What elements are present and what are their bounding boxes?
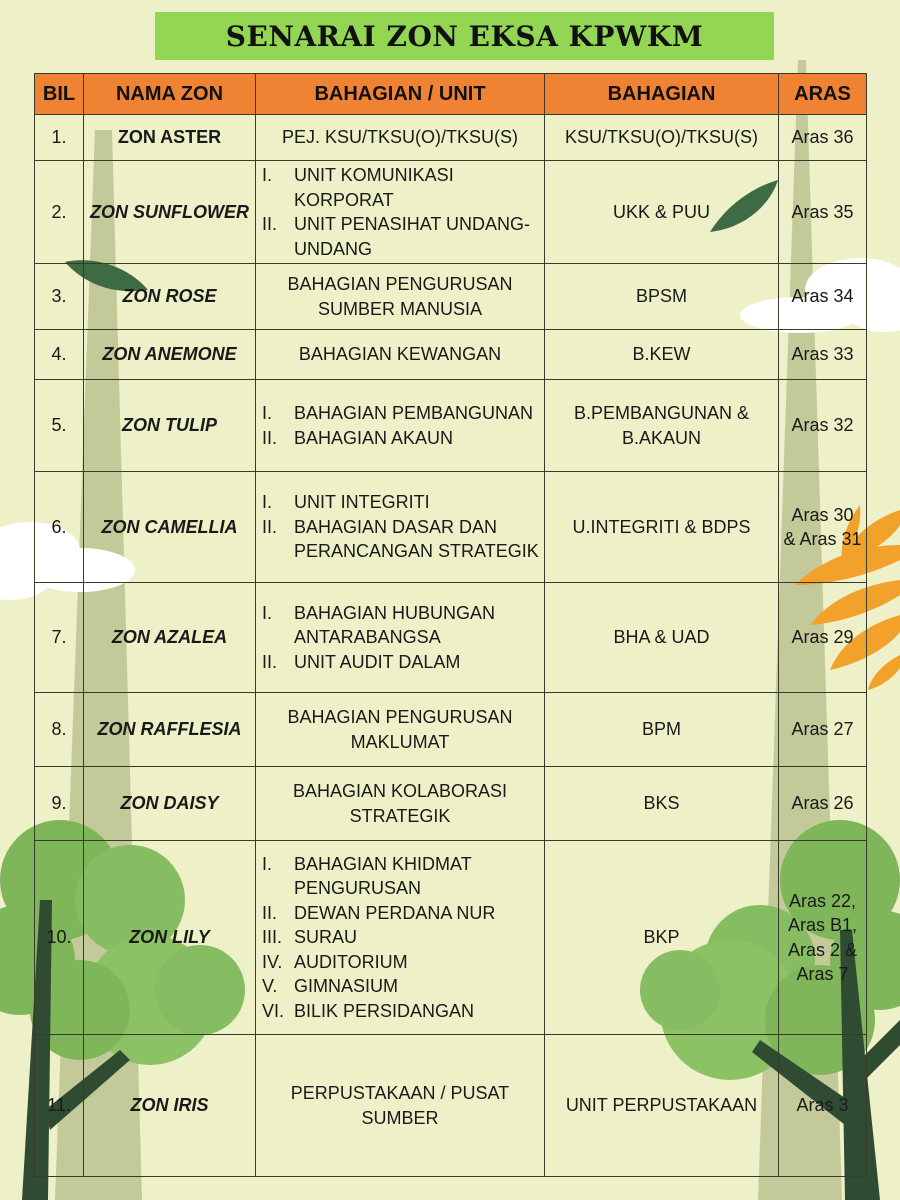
cell-zone-name: ZON AZALEA xyxy=(84,583,256,693)
cell-bahagian: B.KEW xyxy=(545,330,779,380)
cell-bil: 1. xyxy=(35,115,84,161)
unit-list-item: I. BAHAGIAN PEMBANGUNAN xyxy=(262,403,534,423)
unit-list-item: I. UNIT INTEGRITI xyxy=(262,492,430,513)
unit-list-item: I. BAHAGIAN KHIDMAT PENGURUSAN xyxy=(262,853,472,899)
cell-unit xyxy=(256,583,545,693)
table-row xyxy=(35,380,867,472)
cell-zone-name: ZON TULIP xyxy=(84,380,256,472)
cell-aras: Aras 34 xyxy=(779,264,867,330)
cell-aras: Aras 29 xyxy=(779,583,867,693)
cell-unit: BAHAGIAN KEWANGAN xyxy=(256,330,545,380)
header-bahagian: BAHAGIAN xyxy=(545,74,779,115)
page-title: SENARAI ZON EKSA KPWKM xyxy=(225,19,704,53)
cell-zone-name: ZON SUNFLOWER xyxy=(84,161,256,264)
unit-list-item: I. UNIT KOMUNIKASI KORPORAT xyxy=(262,165,454,210)
cell-bil: 5. xyxy=(35,380,84,472)
table-row xyxy=(35,161,867,264)
cell-bahagian: BHA & UAD xyxy=(545,583,779,693)
cell-bil: 11. xyxy=(35,1035,84,1177)
header-aras: ARAS xyxy=(779,74,867,115)
cell-unit: BAHAGIAN PENGURUSAN MAKLUMAT xyxy=(256,693,545,767)
unit-list-item: I. BAHAGIAN HUBUNGAN ANTARABANGSA xyxy=(262,602,496,648)
cell-unit: PERPUSTAKAAN / PUSAT SUMBER xyxy=(256,1035,545,1177)
unit-list-item: III. SURAU xyxy=(262,927,358,948)
header-bahagian-unit: BAHAGIAN / UNIT xyxy=(256,74,545,115)
cell-aras: Aras 36 xyxy=(779,115,867,161)
cell-bil: 7. xyxy=(35,583,84,693)
table-row xyxy=(35,1035,867,1177)
unit-list-item: IV. AUDITORIUM xyxy=(262,951,408,972)
cell-unit xyxy=(256,841,545,1035)
cell-zone-name: ZON ROSE xyxy=(84,264,256,330)
unit-list-item: II. DEWAN PERDANA NUR xyxy=(262,902,496,923)
cell-aras: Aras 27 xyxy=(779,693,867,767)
cell-zone-name: ZON ASTER xyxy=(84,115,256,161)
title-banner xyxy=(155,12,774,60)
cell-zone-name: ZON IRIS xyxy=(84,1035,256,1177)
cell-zone-name: ZON CAMELLIA xyxy=(84,472,256,583)
cell-aras: Aras 35 xyxy=(779,161,867,264)
cell-bahagian: U.INTEGRITI & BDPS xyxy=(545,472,779,583)
cell-unit: BAHAGIAN KOLABORASI STRATEGIK xyxy=(256,767,545,841)
cell-bahagian: UKK & PUU xyxy=(545,161,779,264)
cell-bahagian: BPM xyxy=(545,693,779,767)
table-row xyxy=(35,330,867,380)
unit-list-item: II. BAHAGIAN AKAUN xyxy=(262,427,454,448)
table-row xyxy=(35,264,867,330)
cell-aras: Aras 26 xyxy=(779,767,867,841)
cell-bil: 4. xyxy=(35,330,84,380)
cell-aras: Aras 30 & Aras 31 xyxy=(779,472,867,583)
cell-unit xyxy=(256,380,545,472)
table-row xyxy=(35,472,867,583)
cell-zone-name: ZON DAISY xyxy=(84,767,256,841)
cell-bil: 9. xyxy=(35,767,84,841)
cell-bahagian: BPSM xyxy=(545,264,779,330)
table-row xyxy=(35,583,867,693)
cell-aras: Aras 32 xyxy=(779,380,867,472)
table-row xyxy=(35,115,867,161)
cell-zone-name: ZON LILY xyxy=(84,841,256,1035)
cell-bil: 6. xyxy=(35,472,84,583)
table-row xyxy=(35,767,867,841)
cell-aras: Aras 33 xyxy=(779,330,867,380)
cell-bil: 10. xyxy=(35,841,84,1035)
cell-unit: PEJ. KSU/TKSU(O)/TKSU(S) xyxy=(256,115,545,161)
cell-unit xyxy=(256,472,545,583)
unit-list-item: V. GIMNASIUM xyxy=(262,976,399,997)
cell-unit xyxy=(256,161,545,264)
table-row xyxy=(35,693,867,767)
cell-bahagian: KSU/TKSU(O)/TKSU(S) xyxy=(545,115,779,161)
unit-list-item: II. BAHAGIAN DASAR DAN PERANCANGAN STRATEGIK xyxy=(262,516,539,562)
header-row xyxy=(35,74,867,115)
header-nama-zon: NAMA ZON xyxy=(84,74,256,115)
table-row xyxy=(35,841,867,1035)
header-bil: BIL xyxy=(35,74,84,115)
cell-zone-name: ZON ANEMONE xyxy=(84,330,256,380)
cell-aras: Aras 22, Aras B1, Aras 2 & Aras 7 xyxy=(779,841,867,1035)
cell-bahagian: BKS xyxy=(545,767,779,841)
cell-bil: 8. xyxy=(35,693,84,767)
cell-zone-name: ZON RAFFLESIA xyxy=(84,693,256,767)
cell-bil: 3. xyxy=(35,264,84,330)
cell-aras: Aras 3 xyxy=(779,1035,867,1177)
cell-unit: BAHAGIAN PENGURUSAN SUMBER MANUSIA xyxy=(256,264,545,330)
unit-list-item: II. UNIT PENASIHAT UNDANG-UNDANG xyxy=(262,214,531,259)
unit-list-item: VI. BILIK PERSIDANGAN xyxy=(262,1000,475,1021)
zone-table xyxy=(34,73,867,1177)
cell-bahagian: BKP xyxy=(545,841,779,1035)
cell-bahagian: UNIT PERPUSTAKAAN xyxy=(545,1035,779,1177)
cell-bil: 2. xyxy=(35,161,84,264)
cell-bahagian: B.PEMBANGUNAN & B.AKAUN xyxy=(545,380,779,472)
unit-list-item: II. UNIT AUDIT DALAM xyxy=(262,651,461,672)
